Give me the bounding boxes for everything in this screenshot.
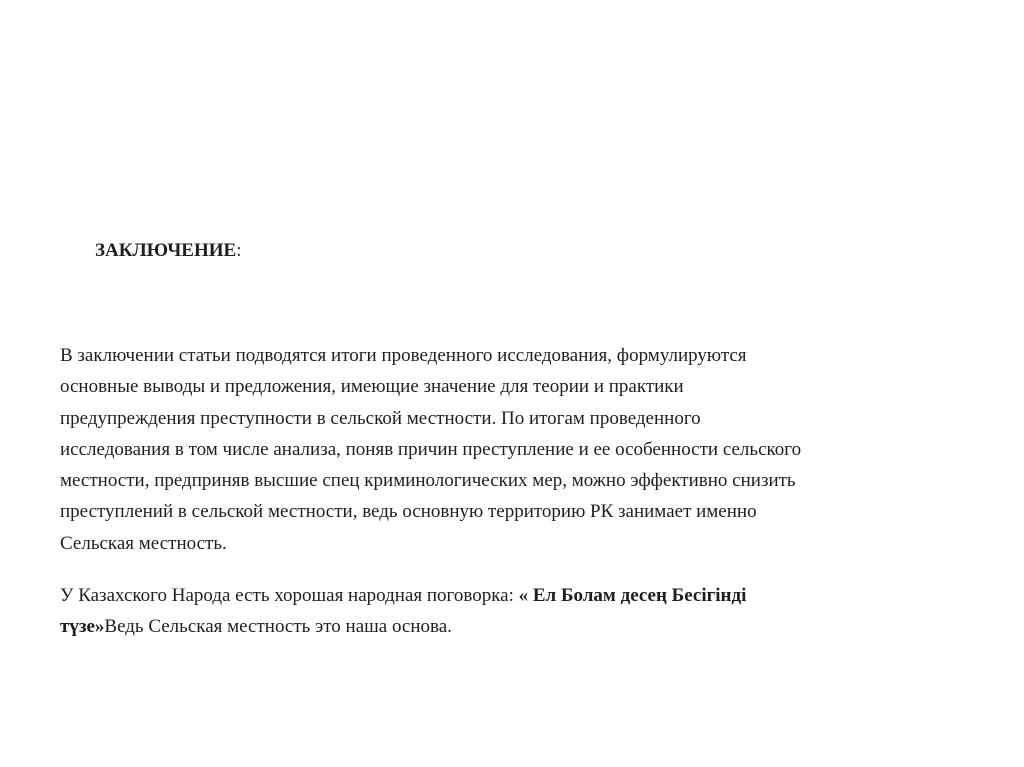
proverb-intro: У Казахского Народа есть хорошая народная поговорка: xyxy=(60,585,519,606)
section-heading xyxy=(95,236,241,266)
proverb-line-1 xyxy=(60,580,960,611)
heading-title: ЗАКЛЮЧЕНИЕ xyxy=(95,240,237,261)
paragraph-line: основные выводы и предложения, имеющие значение для теории и практики xyxy=(60,376,684,398)
paragraph-line: предупреждения преступности в сельской местности. По итогам проведенного xyxy=(60,407,701,429)
proverb-outro: Ведь Сельская местность это наша основа. xyxy=(104,616,452,638)
proverb-paragraph xyxy=(60,580,960,643)
proverb-line-2 xyxy=(60,611,960,642)
proverb-quote-part2: түзе» xyxy=(60,616,105,638)
paragraph-line: Сельская местность. xyxy=(60,532,227,554)
heading-colon: : xyxy=(236,240,242,261)
paragraph-line: исследования в том числе анализа, поняв причин преступление и ее особенности сельского xyxy=(60,438,802,460)
proverb-quote-part1: « Ел Болам десең Бесігінді xyxy=(518,585,747,606)
paragraph-line: преступлений в сельской местности, ведь основную территорию РК занимает именно xyxy=(60,501,757,523)
paragraph-line: В заключении статьи подводятся итоги проведенного исследования, формулируются xyxy=(60,345,747,366)
paragraph-line: местности, предприняв высшие спец криминологических мер, можно эффективно снизить xyxy=(60,470,796,492)
conclusion-paragraph xyxy=(60,340,960,559)
